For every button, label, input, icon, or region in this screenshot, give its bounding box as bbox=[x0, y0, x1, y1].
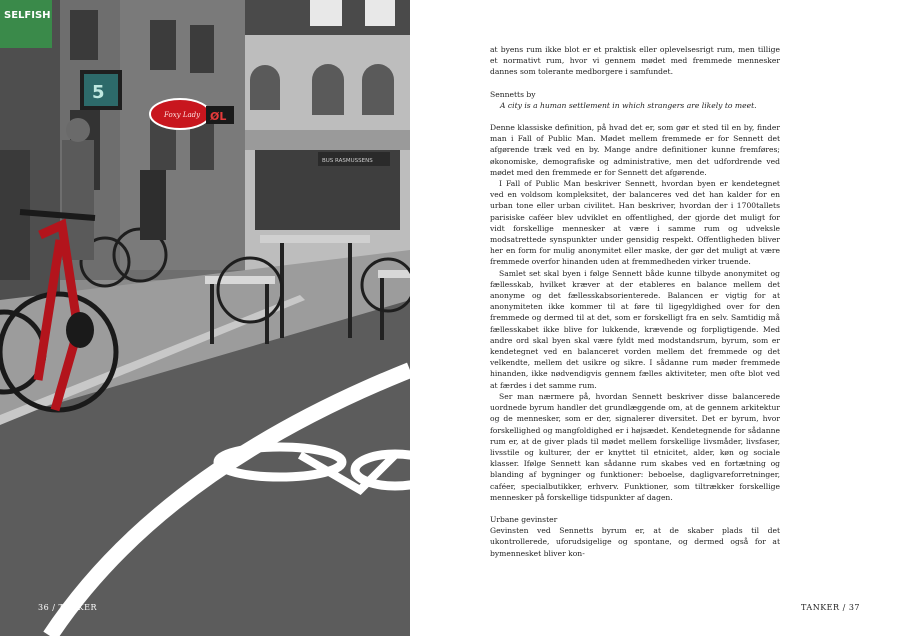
text-page bbox=[410, 0, 900, 636]
paragraph-4: Ser man nærmere på, hvordan Sennett beskriver disse balancerede uordnede byrum handler det grundlæggende om, at de gennem arkitektur og de mennesker, som er der, signalerer diversitet. Det er byrum, hvor forskellighed og mangfoldighed er i højsædet. Kendetegnende for sådanne rum er, at de giver plads til mødet mellem forskellige livsmåder, livsfaser, livsstile og kulturer, der er knyttet til etnicitet, alder, køn og sociale klasser. Ifølge Sennett kan sådanne rum skabes ved en fortætning og blanding af bygninger og funktioner: beboelse, dagligvareforretninger, caféer, specialbutikker, erhverv. Funktioner, som tiltrækker forskellige mennesker på forskellige tidspunkter af dagen. bbox=[490, 391, 780, 502]
shop-sign bbox=[322, 158, 373, 164]
paragraph-5: Gevinsten ved Sennetts byrum er, at de skaber plads til det ukontrollerede, uforudsigelige og spontane, og dermed også for at bymennesket bliver kon- bbox=[490, 526, 780, 558]
paragraph-1: Denne klassiske definition, på hvad det er, som gør et sted til en by, finder man i Fall of Public Man. Mødet mellem fremmede er for Sennett det afgørende træk ved en by. Mange andre definitioner kunne fremføres; økonomiske, demografiske og administrative, men det udfordrende ved mødet med den fremmede er for Sennett det afgørende. bbox=[490, 123, 780, 177]
svg-text:SELFISH: SELFISH bbox=[4, 10, 51, 21]
page-number-right: TANKER / 37 bbox=[801, 603, 860, 612]
bar-sign bbox=[150, 99, 210, 129]
quote: A city is a human settlement in which strangers are likely to meet. bbox=[500, 100, 757, 110]
article-column bbox=[490, 44, 780, 559]
svg-text:Foxy Lady: Foxy Lady bbox=[164, 111, 201, 119]
svg-text:ØL: ØL bbox=[210, 110, 227, 123]
paragraph-3: Samlet set skal byen i følge Sennett både kunne tilbyde anonymitet og fællesskab, hvilket kræver at der etableres en balance mellem det anonyme og det fællesskabsorienterede. Balancen er vigtig for at anonymiteten ikke kommer til at føre til ligegyldighed over for den fremmede og dermed til at det, som er forskelligt fra en selv. Samtidig må fællesskabet ikke blive for lukkende, krævende og forpligtigende. Med andre ord skal byen skal være fyldt med modstandsrum, byrum, som er kendetegnet ved en balanceret vorden mellem det fremmede og det velkendte, mellem det usikre og sikre. I sådanne rum møder fremmede hinanden, ikke nødvendigvis gennem fælles aktiviteter, men ofte blot ved at færdes i det samme rum. bbox=[490, 268, 780, 390]
paragraph-2: I Fall of Public Man beskriver Sennett, hvordan byen er kendetegnet ved en voldsom kompleksitet, der balanceres ved det han kalder for en urban tone eller urban civilitet. Han beskriver, hvordan der i 1700tallets parisiske caféer blev udviklet en offentlighed, der gjorde det muligt for vidt forskellige mennesker at være i samme rum og udveksle modsatrettede synspunkter under gensidig respekt. Offentligheden bliver her en form for mulig anonymitet eller maske, der gør det muligt at være fremmede overfor hinanden uden at fremmedheden virker truende. bbox=[490, 179, 780, 267]
page-number-left: 36 / TANKER bbox=[38, 603, 97, 612]
selfish-sign bbox=[0, 0, 52, 48]
street-photo bbox=[0, 0, 410, 636]
section-heading-urbane-gevinster: Urbane gevinster bbox=[490, 514, 558, 524]
intro-paragraph: at byens rum ikke blot er et praktisk eller oplevelsesrigt rum, men tillige et normativt rum, hvor vi gennem mødet med fremmede mennesker dannes som tolerante medborgere i samfundet. bbox=[490, 45, 780, 77]
svg-text:5: 5 bbox=[92, 82, 105, 103]
svg-text:BUS RASMUSSENS: BUS RASMUSSENS bbox=[322, 158, 373, 164]
five-sign bbox=[80, 70, 122, 110]
street-scene-illustration bbox=[0, 0, 410, 636]
ol-sign bbox=[206, 106, 234, 124]
section-heading-sennetts-by: Sennetts by bbox=[490, 89, 536, 99]
